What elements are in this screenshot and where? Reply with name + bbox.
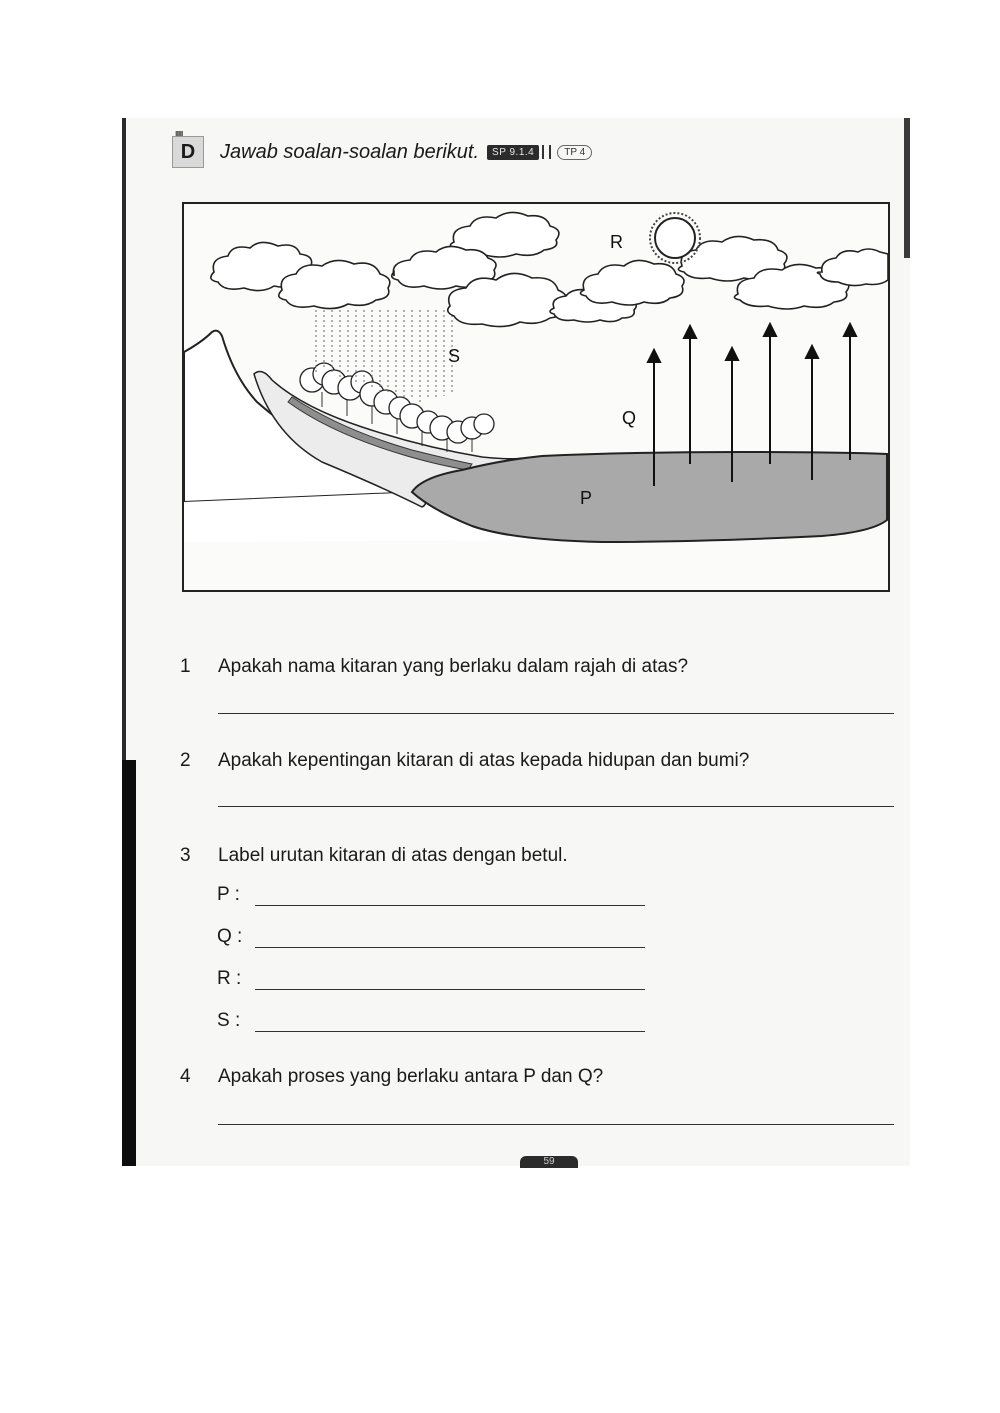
question-1 xyxy=(180,656,688,678)
lake xyxy=(412,452,887,542)
book-spine-shadow xyxy=(122,760,136,1166)
label-r: R xyxy=(610,232,623,252)
label-row-p xyxy=(217,884,645,906)
label-item: R : xyxy=(217,968,242,989)
section-letter-badge xyxy=(172,128,204,168)
answer-line-1[interactable] xyxy=(218,713,894,714)
label-item: P : xyxy=(217,884,240,905)
question-number: 3 xyxy=(180,845,191,866)
section-instruction: Jawab soalan-soalan berikut. xyxy=(220,140,480,163)
sp-standard-tag: SP 9.1.4 xyxy=(487,145,539,160)
question-text: Apakah kepentingan kitaran di atas kepada hidupan dan bumi? xyxy=(218,750,750,771)
label-answer-line[interactable] xyxy=(255,971,645,990)
question-number: 2 xyxy=(180,750,191,771)
label-q: Q xyxy=(622,408,637,428)
question-4 xyxy=(180,1066,603,1088)
label-item: S : xyxy=(217,1010,241,1031)
question-number: 4 xyxy=(180,1066,191,1087)
label-s: S xyxy=(448,346,461,366)
label-answer-line[interactable] xyxy=(255,1013,645,1032)
label-row-q xyxy=(217,926,645,948)
label-item: Q : xyxy=(217,926,243,947)
answer-line-4[interactable] xyxy=(218,1124,894,1125)
tp-level-tag: TP 4 xyxy=(557,145,592,160)
book-spine-edge xyxy=(122,118,126,760)
question-text: Apakah proses yang berlaku antara P dan Q? xyxy=(218,1066,604,1087)
question-number: 1 xyxy=(180,656,191,677)
page-edge-shadow xyxy=(904,118,910,258)
binder-spiral-icon: ııııı xyxy=(175,128,183,138)
question-text: Label urutan kitaran di atas dengan betul. xyxy=(218,845,568,866)
water-cycle-diagram xyxy=(182,202,890,592)
answer-line-2[interactable] xyxy=(218,806,894,807)
question-3 xyxy=(180,845,568,867)
label-p: P xyxy=(580,488,593,508)
question-text: Apakah nama kitaran yang berlaku dalam rajah di atas? xyxy=(218,656,689,677)
section-header xyxy=(172,128,592,170)
page-number: 59 xyxy=(520,1156,578,1168)
question-2 xyxy=(180,750,749,772)
label-answer-line[interactable] xyxy=(255,929,645,948)
tag-divider-icon xyxy=(542,145,551,159)
label-row-r xyxy=(217,968,645,990)
label-row-s xyxy=(217,1010,645,1032)
label-answer-line[interactable] xyxy=(255,887,645,906)
section-letter: D xyxy=(180,140,196,163)
